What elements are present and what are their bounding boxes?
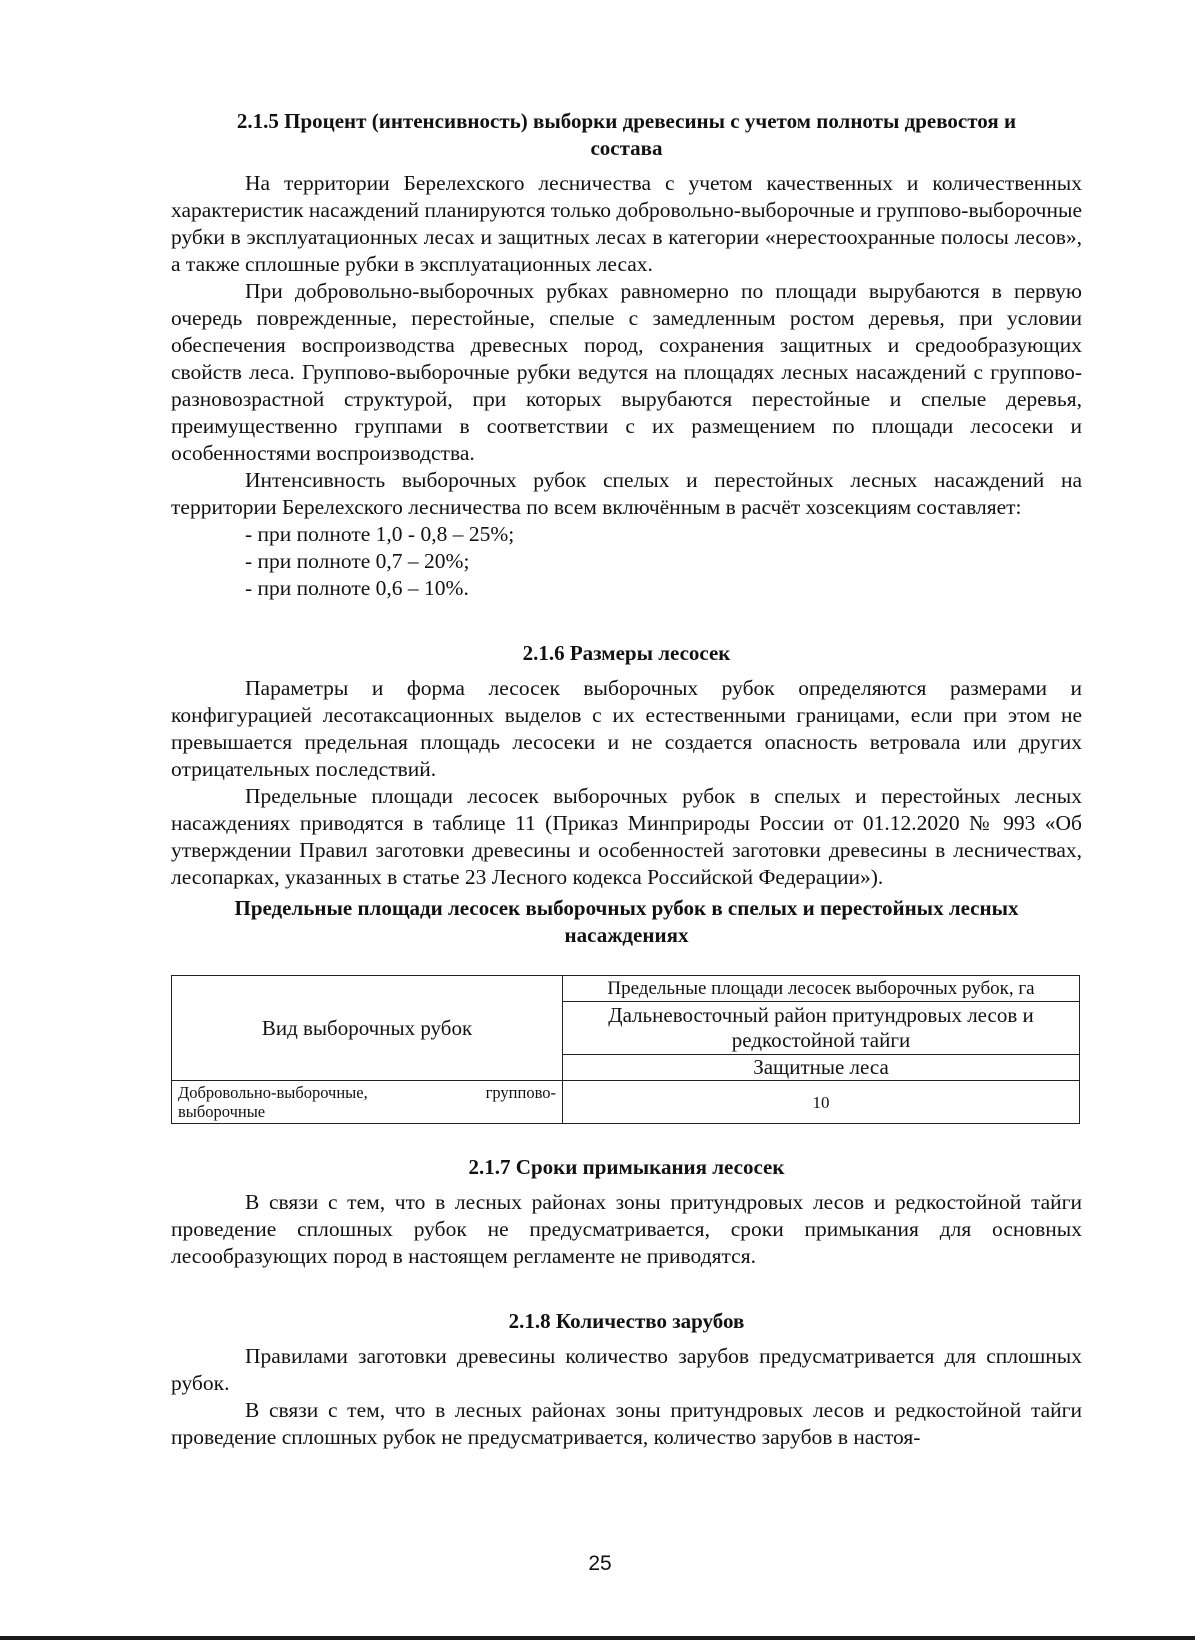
paragraph: В связи с тем, что в лесных районах зоны притундровых лесов и редкостойной тайги проведение сплошных рубок не предусматривается, сроки примыкания для основных лесообразующих пород в настоящем регламенте не приводятся. [171, 1190, 1082, 1268]
page-content [171, 108, 1082, 1451]
paragraph: При добровольно-выборочных рубках равномерно по площади вырубаются в первую очередь поврежденные, перестойные, спелые с замедленным ростом деревья, при условии обеспечения воспроизводства древесных пород, сохранения защитных и средообразующих свойств леса. Группово-выборочные рубки ведутся на площадях лесных насаждений с группово-разновозрастной структурой, при которых вырубаются перестойные и спелые деревья, преимущественно группами в соответствии с их размещением по площади лесосеки и особенностями воспроизводства. [171, 279, 1082, 465]
scan-edge-line [0, 1636, 1195, 1640]
header-line: Дальневосточный район притундровых лесов и [608, 1003, 1034, 1027]
table-header-cell: Предельные площади лесосек выборочных рубок, га [563, 976, 1080, 1002]
paragraph: Правилами заготовки древесины количество зарубов предусматривается для сплошных рубок. [171, 1344, 1082, 1395]
section-title-line: состава [590, 136, 663, 160]
density-list [171, 521, 1082, 602]
section-2-1-8-title: 2.1.8 Количество зарубов [508, 1309, 745, 1333]
table-title-line: Предельные площади лесосек выборочных рубок в спелых и перестойных лесных [234, 896, 1019, 920]
section-2-1-5-title [171, 108, 1082, 162]
page-number: 25 [588, 1552, 612, 1575]
paragraph: Интенсивность выборочных рубок спелых и перестойных лесных насаждений на территории Берелехского лесничества по всем включённым в расчёт хозсекциям составляет: [171, 468, 1082, 519]
paragraph: Предельные площади лесосек выборочных рубок в спелых и перестойных лесных насаждениях приводятся в таблице 11 (Приказ Минприроды России от 01.12.2020 № 993 «Об утверждении Правил заготовки древесины и особенностей заготовки древесины в лесничествах, лесопарках, указанных в статье 23 Лесного кодекса Российской Федерации»). [171, 784, 1082, 889]
table-title-line: насаждениях [564, 923, 689, 947]
table-header-cell: Защитные леса [563, 1055, 1080, 1081]
paragraph: На территории Берелехского лесничества с учетом качественных и количественных характеристик насаждений планируются только добровольно-выборочные и группово-выборочные рубки в эксплуатационных лесах и защитных лесах в категории «нерестоохранные полосы лесов», а также сплошные рубки в эксплуатационных лесах. [171, 171, 1082, 276]
table-row [172, 1081, 1080, 1124]
table-header-cell: Вид выборочных рубок [172, 976, 563, 1081]
section-title-line: 2.1.5 Процент (интенсивность) выборки древесины с учетом полноты древостоя и [236, 109, 1017, 133]
list-item: - при полноте 0,6 – 10%. [245, 576, 469, 600]
table-cell-value: 10 [563, 1081, 1080, 1124]
table-header-cell [563, 1002, 1080, 1055]
list-item: - при полноте 0,7 – 20%; [245, 549, 470, 573]
section-2-1-7-title: 2.1.7 Сроки примыкания лесосек [468, 1155, 785, 1179]
paragraph: В связи с тем, что в лесных районах зоны притундровых лесов и редкостойной тайги проведение сплошных рубок не предусматривается, количество зарубов в настоя- [171, 1398, 1082, 1449]
row-label-part: выборочные [178, 1102, 266, 1121]
cutting-area-table [171, 975, 1080, 1124]
header-line: редкостойной тайги [731, 1028, 911, 1052]
table-row [172, 976, 1080, 1002]
section-2-1-6-title: 2.1.6 Размеры лесосек [522, 641, 731, 665]
row-label-part: группово- [485, 1083, 556, 1102]
table-title [171, 895, 1082, 949]
row-label-part: Добровольно-выборочные, [178, 1083, 368, 1102]
paragraph: Параметры и форма лесосек выборочных рубок определяются размерами и конфигурацией лесотаксационных выделов с их естественными границами, если при этом не превышается предельная площадь лесосеки и не создается опасность ветровала или других отрицательных последствий. [171, 676, 1082, 781]
table-row-label [172, 1081, 563, 1124]
list-item: - при полноте 1,0 - 0,8 – 25%; [245, 522, 515, 546]
